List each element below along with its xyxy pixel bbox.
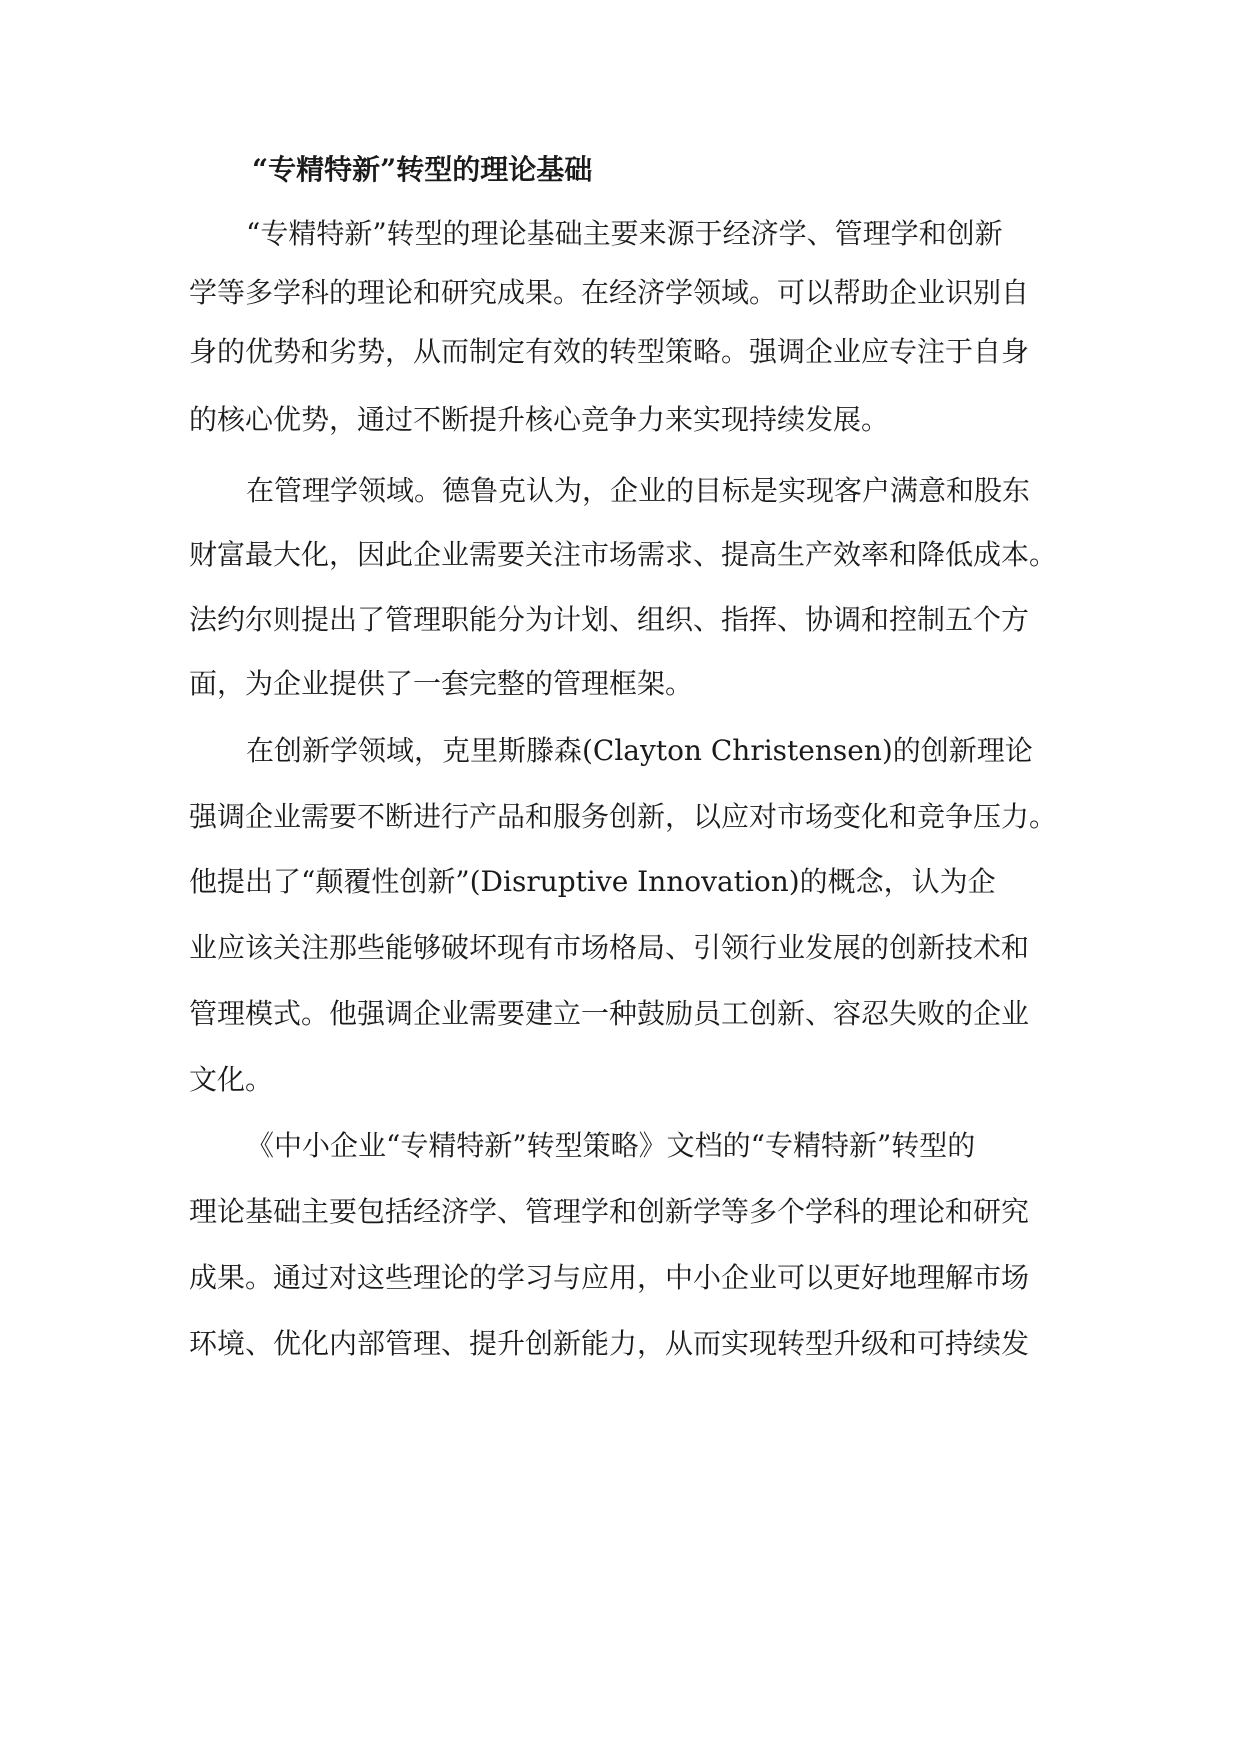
paragraph-line: 在创新学领域，克里斯滕森(Clayton Christensen)的创新理论 (246, 734, 1033, 767)
paragraph-line: 财富最大化，因此企业需要关注市场需求、提高生产效率和降低成本。 (189, 538, 1058, 571)
paragraph-line: 成果。通过对这些理论的学习与应用，中小企业可以更好地理解市场 (189, 1261, 1030, 1294)
paragraph-line: 《中小企业“专精特新”转型策略》文档的“专精特新”转型的 (246, 1129, 976, 1162)
paragraph-line: 面，为企业提供了一套完整的管理框架。 (189, 667, 694, 700)
paragraph-line: 身的优势和劣势，从而制定有效的转型策略。强调企业应专注于自身 (189, 335, 1030, 368)
paragraph-line: “专精特新”转型的理论基础主要来源于经济学、管理学和创新 (246, 217, 1003, 250)
paragraph-line: 的核心优势，通过不断提升核心竞争力来实现持续发展。 (189, 403, 890, 436)
section-heading: “专精特新”转型的理论基础 (252, 153, 593, 186)
paragraph-line: 理论基础主要包括经济学、管理学和创新学等多个学科的理论和研究 (189, 1195, 1030, 1228)
paragraph-line: 他提出了“颠覆性创新”(Disruptive Innovation)的概念，认为企 (189, 865, 996, 898)
paragraph-line: 环境、优化内部管理、提升创新能力，从而实现转型升级和可持续发 (189, 1327, 1030, 1360)
paragraph-line: 管理模式。他强调企业需要建立一种鼓励员工创新、容忍失败的企业 (189, 997, 1030, 1030)
paragraph-line: 在管理学领域。德鲁克认为，企业的目标是实现客户满意和股东 (246, 474, 1031, 507)
paragraph-line: 法约尔则提出了管理职能分为计划、组织、指挥、协调和控制五个方 (189, 603, 1030, 636)
paragraph-line: 文化。 (189, 1063, 274, 1096)
paragraph-line: 强调企业需要不断进行产品和服务创新，以应对市场变化和竞争压力。 (189, 800, 1058, 833)
paragraph-line: 学等多学科的理论和研究成果。在经济学领域。可以帮助企业识别自 (189, 276, 1030, 309)
paragraph-line: 业应该关注那些能够破坏现有市场格局、引领行业发展的创新技术和 (189, 931, 1030, 964)
